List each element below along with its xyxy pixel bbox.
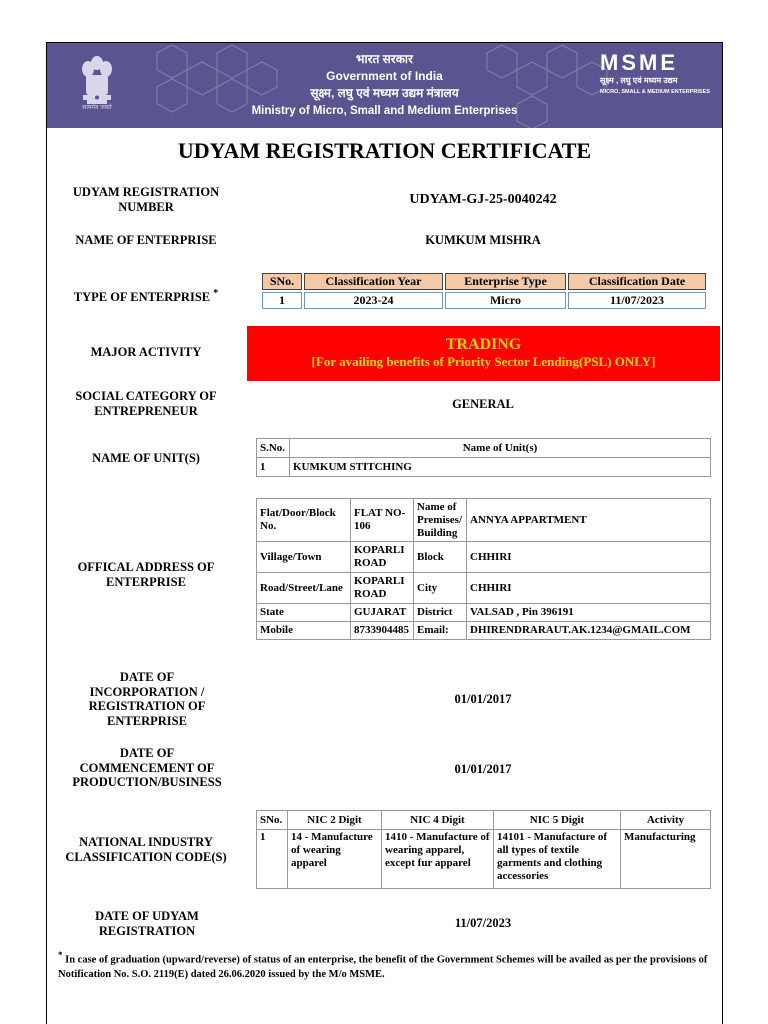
emblem-caption: सत्यमेव जयते <box>82 104 112 111</box>
classification-header-cell: Classification Year <box>304 273 443 290</box>
commencement-value: 01/01/2017 <box>454 762 512 776</box>
udyam-date-label: DATE OF UDYAM REGISTRATION <box>95 909 199 938</box>
classification-cell: 11/07/2023 <box>568 292 706 309</box>
premises-label: Name of Premises/ Building <box>414 499 467 542</box>
header-banner <box>47 43 722 128</box>
hindi-government: भारत सरकार <box>356 52 413 66</box>
email-label: Email: <box>414 622 467 640</box>
classification-cell: 2023-24 <box>304 292 443 309</box>
msme-logo-text: MSME <box>600 50 678 75</box>
footnote-text: In case of graduation (upward/reverse) of status of an enterprise, the benefit of the Government Schemes will be availed as per the provisions of Notification No. S.O. 2119(E) dated 26.06.2020 issued by the M/o MSME. <box>58 954 708 980</box>
nic-cell: 1 <box>257 830 288 889</box>
block-value: CHHIRI <box>467 542 711 573</box>
nic-header-row <box>257 811 711 830</box>
district-label: District <box>414 604 467 622</box>
nic-row <box>257 830 711 889</box>
mobile-value: 8733904485 <box>351 622 414 640</box>
nic-cell: 14101 - Manufacture of all types of textile garments and clothing accessories <box>494 830 621 889</box>
classification-header-cell: SNo. <box>262 273 302 290</box>
udyam-date-value: 11/07/2023 <box>454 916 512 930</box>
address-label: OFFICAL ADDRESS OF ENTERPRISE <box>77 560 215 589</box>
msme-logo <box>600 51 710 111</box>
msme-hindi: सूक्ष्म , लघु एवं मध्यम उद्यम <box>600 76 678 85</box>
government-of-india: Government of India <box>326 69 443 83</box>
road-value: KOPARLI ROAD <box>351 573 414 604</box>
classification-header-cell: Enterprise Type <box>445 273 566 290</box>
footnote <box>58 948 714 982</box>
commencement-label: DATE OF COMMENCEMENT OF PRODUCTION/BUSINESS <box>72 746 222 789</box>
village-label: Village/Town <box>257 542 351 573</box>
reg-number-label: UDYAM REGISTRATION NUMBER <box>72 185 220 214</box>
address-row <box>257 622 711 640</box>
incorporation-value: 01/01/2017 <box>454 692 512 706</box>
enterprise-name-label: NAME OF ENTERPRISE <box>75 233 217 247</box>
city-label: City <box>414 573 467 604</box>
nic-header-cell: SNo. <box>257 811 288 830</box>
nic-cell: 1410 - Manufacture of wearing apparel, except fur apparel <box>382 830 494 889</box>
type-label <box>56 287 236 305</box>
nic-table <box>256 810 711 889</box>
units-cell: KUMKUM STITCHING <box>290 458 711 477</box>
social-category-label: SOCIAL CATEGORY OF ENTREPRENEUR <box>75 389 217 418</box>
nic-header-cell: Activity <box>621 811 711 830</box>
block-label: Block <box>414 542 467 573</box>
flat-value: FLAT NO-106 <box>351 499 414 542</box>
nic-header-cell: NIC 5 Digit <box>494 811 621 830</box>
state-label: State <box>257 604 351 622</box>
units-row <box>257 458 711 477</box>
units-label: NAME OF UNIT(S) <box>92 451 200 465</box>
nic-label: NATIONAL INDUSTRY CLASSIFICATION CODE(S) <box>65 835 227 864</box>
major-activity-label: MAJOR ACTIVITY <box>90 345 202 359</box>
nic-cell: Manufacturing <box>621 830 711 889</box>
classification-header-cell: Classification Date <box>568 273 706 290</box>
units-header-row <box>257 439 711 458</box>
address-row <box>257 604 711 622</box>
footnote-star: * <box>58 950 63 960</box>
incorporation-label: DATE OF INCORPORATION / REGISTRATION OF ENTERPRISE <box>88 670 206 728</box>
reg-number-value: UDYAM-GJ-25-0040242 <box>409 192 557 207</box>
nic-header-cell: NIC 4 Digit <box>382 811 494 830</box>
city-value: CHHIRI <box>467 573 711 604</box>
premises-value: ANNYA APPARTMENT <box>467 499 711 542</box>
hindi-ministry: सूक्ष्म, लघु एवं मध्यम उद्यम मंत्रालय <box>310 86 459 100</box>
units-table <box>256 438 711 477</box>
road-label: Road/Street/Lane <box>257 573 351 604</box>
address-row <box>257 542 711 573</box>
type-label-star: * <box>213 288 219 299</box>
mobile-label: Mobile <box>257 622 351 640</box>
certificate-title: UDYAM REGISTRATION CERTIFICATE <box>177 138 592 163</box>
email-value: DHIRENDRARAUT.AK.1234@GMAIL.COM <box>467 622 711 640</box>
address-row <box>257 499 711 542</box>
ministry-name: Ministry of Micro, Small and Medium Enterprises <box>251 105 518 117</box>
social-category-value: GENERAL <box>452 397 514 411</box>
enterprise-name-value: KUMKUM MISHRA <box>425 233 541 247</box>
activity-note: [For availing benefits of Priority Sector Lending(PSL) ONLY] <box>311 354 656 369</box>
units-cell: 1 <box>257 458 290 477</box>
address-row <box>257 573 711 604</box>
major-activity-box <box>247 326 720 381</box>
nic-cell: 14 - Manufacture of wearing apparel <box>288 830 382 889</box>
units-header-cell: Name of Unit(s) <box>290 439 711 458</box>
classification-cell: 1 <box>262 292 302 309</box>
classification-cell: Micro <box>445 292 566 309</box>
activity-main: TRADING <box>445 336 522 353</box>
msme-english: MICRO, SMALL & MEDIUM ENTERPRISES <box>600 89 710 95</box>
nic-header-cell: NIC 2 Digit <box>288 811 382 830</box>
district-value: VALSAD , Pin 396191 <box>467 604 711 622</box>
state-value: GUJARAT <box>351 604 414 622</box>
type-label-text: TYPE OF ENTERPRISE <box>73 290 211 305</box>
classification-table <box>260 271 708 311</box>
classification-header-row <box>262 273 706 290</box>
flat-label: Flat/Door/Block No. <box>257 499 351 542</box>
village-value: KOPARLI ROAD <box>351 542 414 573</box>
units-header-cell: S.No. <box>257 439 290 458</box>
classification-row <box>262 292 706 309</box>
address-table <box>256 498 711 640</box>
